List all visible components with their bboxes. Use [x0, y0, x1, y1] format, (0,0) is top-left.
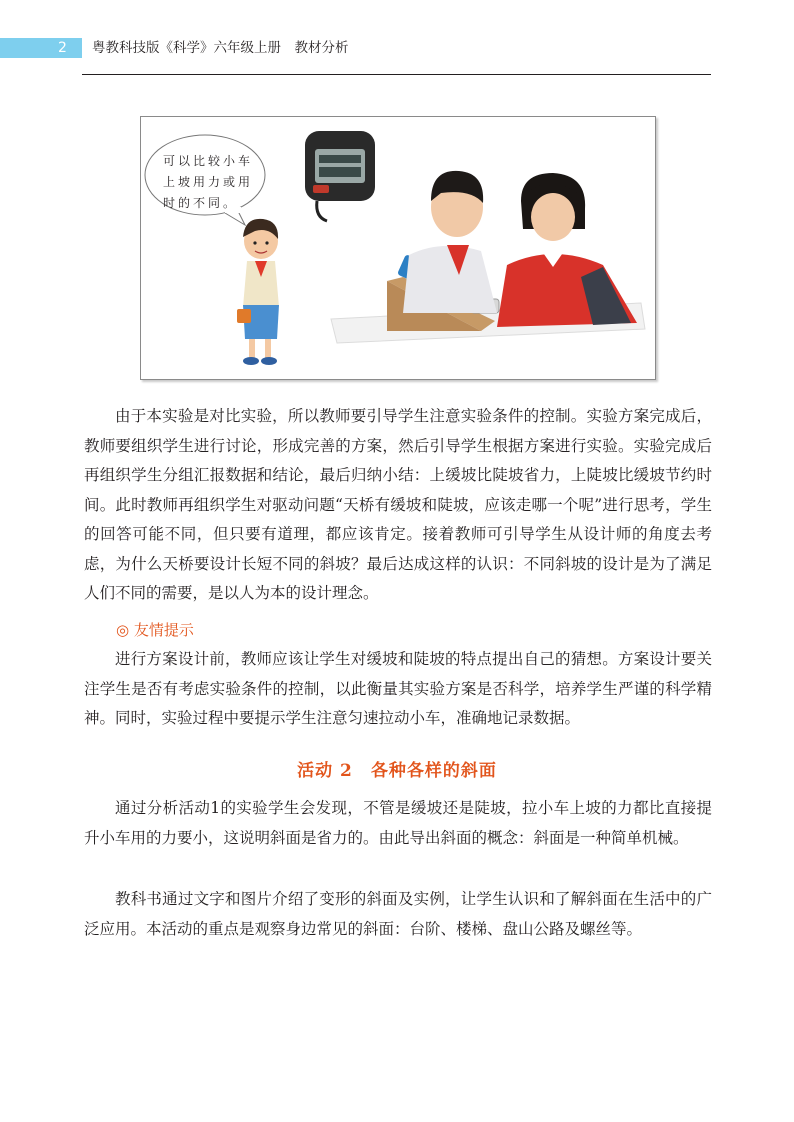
page-number: 2 — [58, 40, 67, 56]
body-paragraph-1: 由于本实验是对比实验，所以教师要引导学生注意实验条件的控制。实验方案完成后，教师要组织学生进行讨论，形成完善的方案，然后引导学生根据方案进行实验。实验完成后再组织学生分组汇报数据和结论，最后归纳小结：上缓坡比陡坡省力，上陡坡比缓坡节约时间。此时教师再组织学生对驱动问题“天桥有缓坡和陡坡，应该走哪一个呢”进行思考，学生的回答可能不同，但只要有道理，都应该肯定。接着教师可引导学生从设计师的角度去考虑，为什么天桥要设计长短不同的斜坡？最后达成这样的认识：不同斜坡的设计是为了满足人们不同的需要，是以人为本的设计理念。 — [84, 407, 712, 602]
header-divider — [82, 74, 711, 75]
student-girl — [497, 173, 637, 327]
running-header-title: 粤教科技版《科学》六年级上册 教材分析 — [92, 40, 349, 56]
activity-section-title: 活动 2 各种各样的斜面 — [297, 761, 497, 781]
body-paragraph-3: 通过分析活动1的实验学生会发现，不管是缓坡还是陡坡，拉小车上坡的力都比直接提升小车用的力要小，这说明斜面是省力的。由此导出斜面的概念：斜面是一种简单机械。 — [84, 799, 712, 847]
friendly-tip-heading: ◎ 友情提示 — [116, 621, 194, 639]
student-boy — [403, 171, 497, 313]
cartoon-boy — [237, 219, 279, 365]
body-paragraph-4: 教科书通过文字和图片介绍了变形的斜面及实例，让学生认识和了解斜面在生活中的广泛应用。本活动的重点是观察身边常见的斜面：台阶、楼梯、盘山公路及螺丝等。 — [84, 890, 712, 938]
stopwatch — [305, 131, 375, 221]
header-color-bar — [0, 38, 82, 58]
speech-bubble-text: 可以比较小车上坡用力或用时的不同。 — [163, 154, 254, 210]
illustration-figure — [140, 116, 656, 380]
body-paragraph-2: 进行方案设计前，教师应该让学生对缓坡和陡坡的特点提出自己的猜想。方案设计要关注学生是否有考虑实验条件的控制，以此衡量其实验方案是否科学，培养学生严谨的科学精神。同时，实验过程中要提示学生注意匀速拉动小车，准确地记录数据。 — [84, 650, 712, 727]
